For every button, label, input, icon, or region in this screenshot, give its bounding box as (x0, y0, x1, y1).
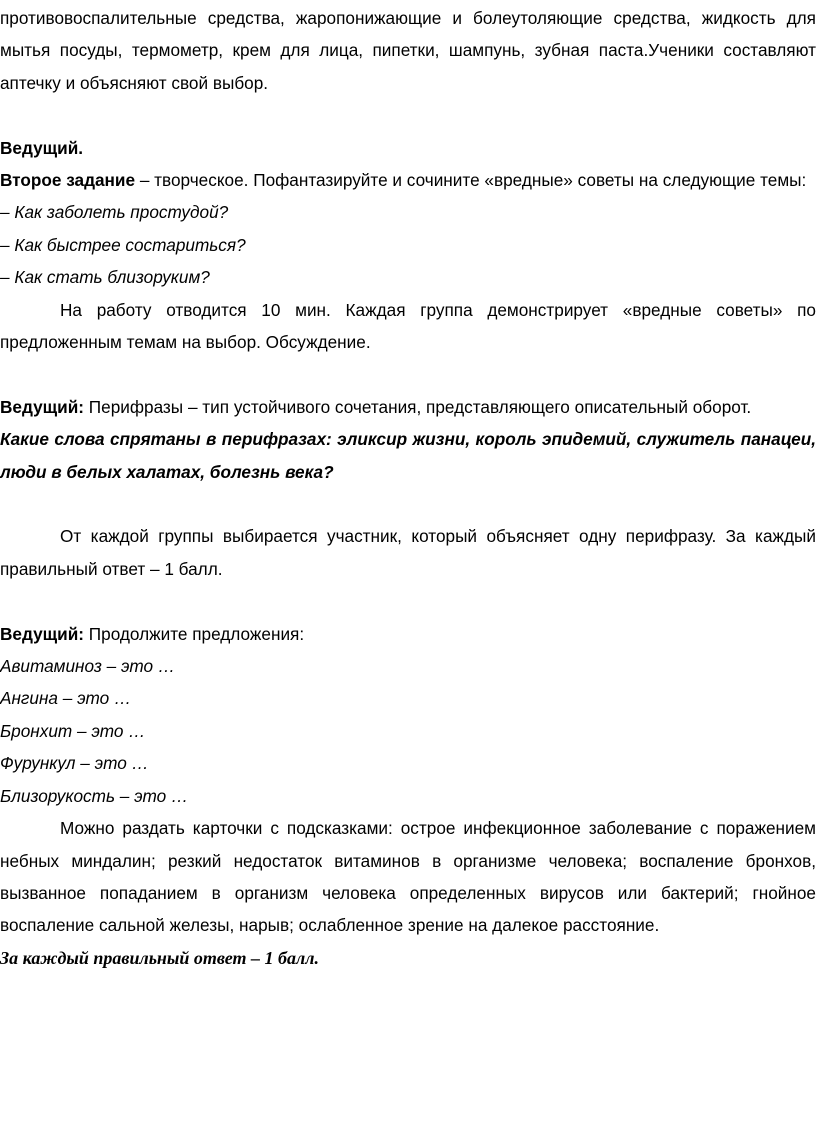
intro-list: противовоспалительные средства, жаропонижающие и болеутоляющие средства, жидкость для мытья посуды, термометр, крем для лица, пипетки, шампунь, зубная паста. (0, 8, 816, 61)
advice-topic-2: – Как быстрее состариться? (0, 234, 246, 255)
host-heading-2: Ведущий: (0, 396, 85, 417)
periphrasis-question: Какие слова спрятаны в перифразах: эликсир жизни, король эпидемий, служитель панацеи, люди в белых халатах, болезнь века? (0, 429, 816, 482)
continue-instruction: Продолжите предложения: (84, 623, 305, 644)
task2-label: Второе задание (0, 170, 136, 191)
sentence-item-5: Близорукость – это … (0, 785, 189, 806)
task2-note: На работу отводится 10 мин. Каждая группа демонстрирует «вредные советы» по предложенным темам на выбор. Обсуждение. (0, 299, 816, 353)
sentence-item-1: Авитаминоз – это … (0, 656, 176, 677)
periphrasis-paragraph (0, 391, 816, 423)
hint-cards-note: Можно раздать карточки с подсказками: острое инфекционное заболевание с поражением небных миндалин; резкий недостаток витаминов в организме человека; воспаление бронхов, вызванное попаданием в организм человека определенных вирусов или бактерий; гнойное воспаление сальной железы, нарыв; ослабленное зрение на далекое расстояние. (0, 818, 816, 936)
spacer (0, 585, 816, 617)
host-heading-3: Ведущий: (0, 623, 85, 644)
spacer (0, 358, 816, 390)
periphrasis-note: От каждой группы выбирается участник, который объясняет одну перифразу. За каждый правильный ответ – 1 балл. (0, 526, 816, 579)
intro-note: Ученики составляют аптечку и объясняют свой выбор. (0, 40, 816, 93)
spacer (0, 99, 816, 131)
sentence-item-3: Бронхит – это … (0, 720, 146, 741)
task2-text: – творческое. Пофантазируйте и сочините «вредные» советы на следующие темы: (135, 170, 807, 191)
score-note: За каждый правильный ответ – 1 балл. (0, 947, 319, 968)
periphrasis-definition: Перифразы – тип устойчивого сочетания, представляющего описательный оборот. (84, 396, 752, 417)
continue-paragraph (0, 618, 816, 650)
sentence-item-2: Ангина – это … (0, 688, 132, 709)
task2-paragraph (0, 164, 816, 196)
spacer (0, 488, 816, 520)
advice-topic-1: – Как заболеть простудой? (0, 202, 229, 223)
host-heading-1: Ведущий. (0, 137, 84, 158)
intro-paragraph (0, 2, 816, 99)
advice-topic-3: – Как стать близоруким? (0, 267, 210, 288)
sentence-item-4: Фурункул – это … (0, 753, 149, 774)
